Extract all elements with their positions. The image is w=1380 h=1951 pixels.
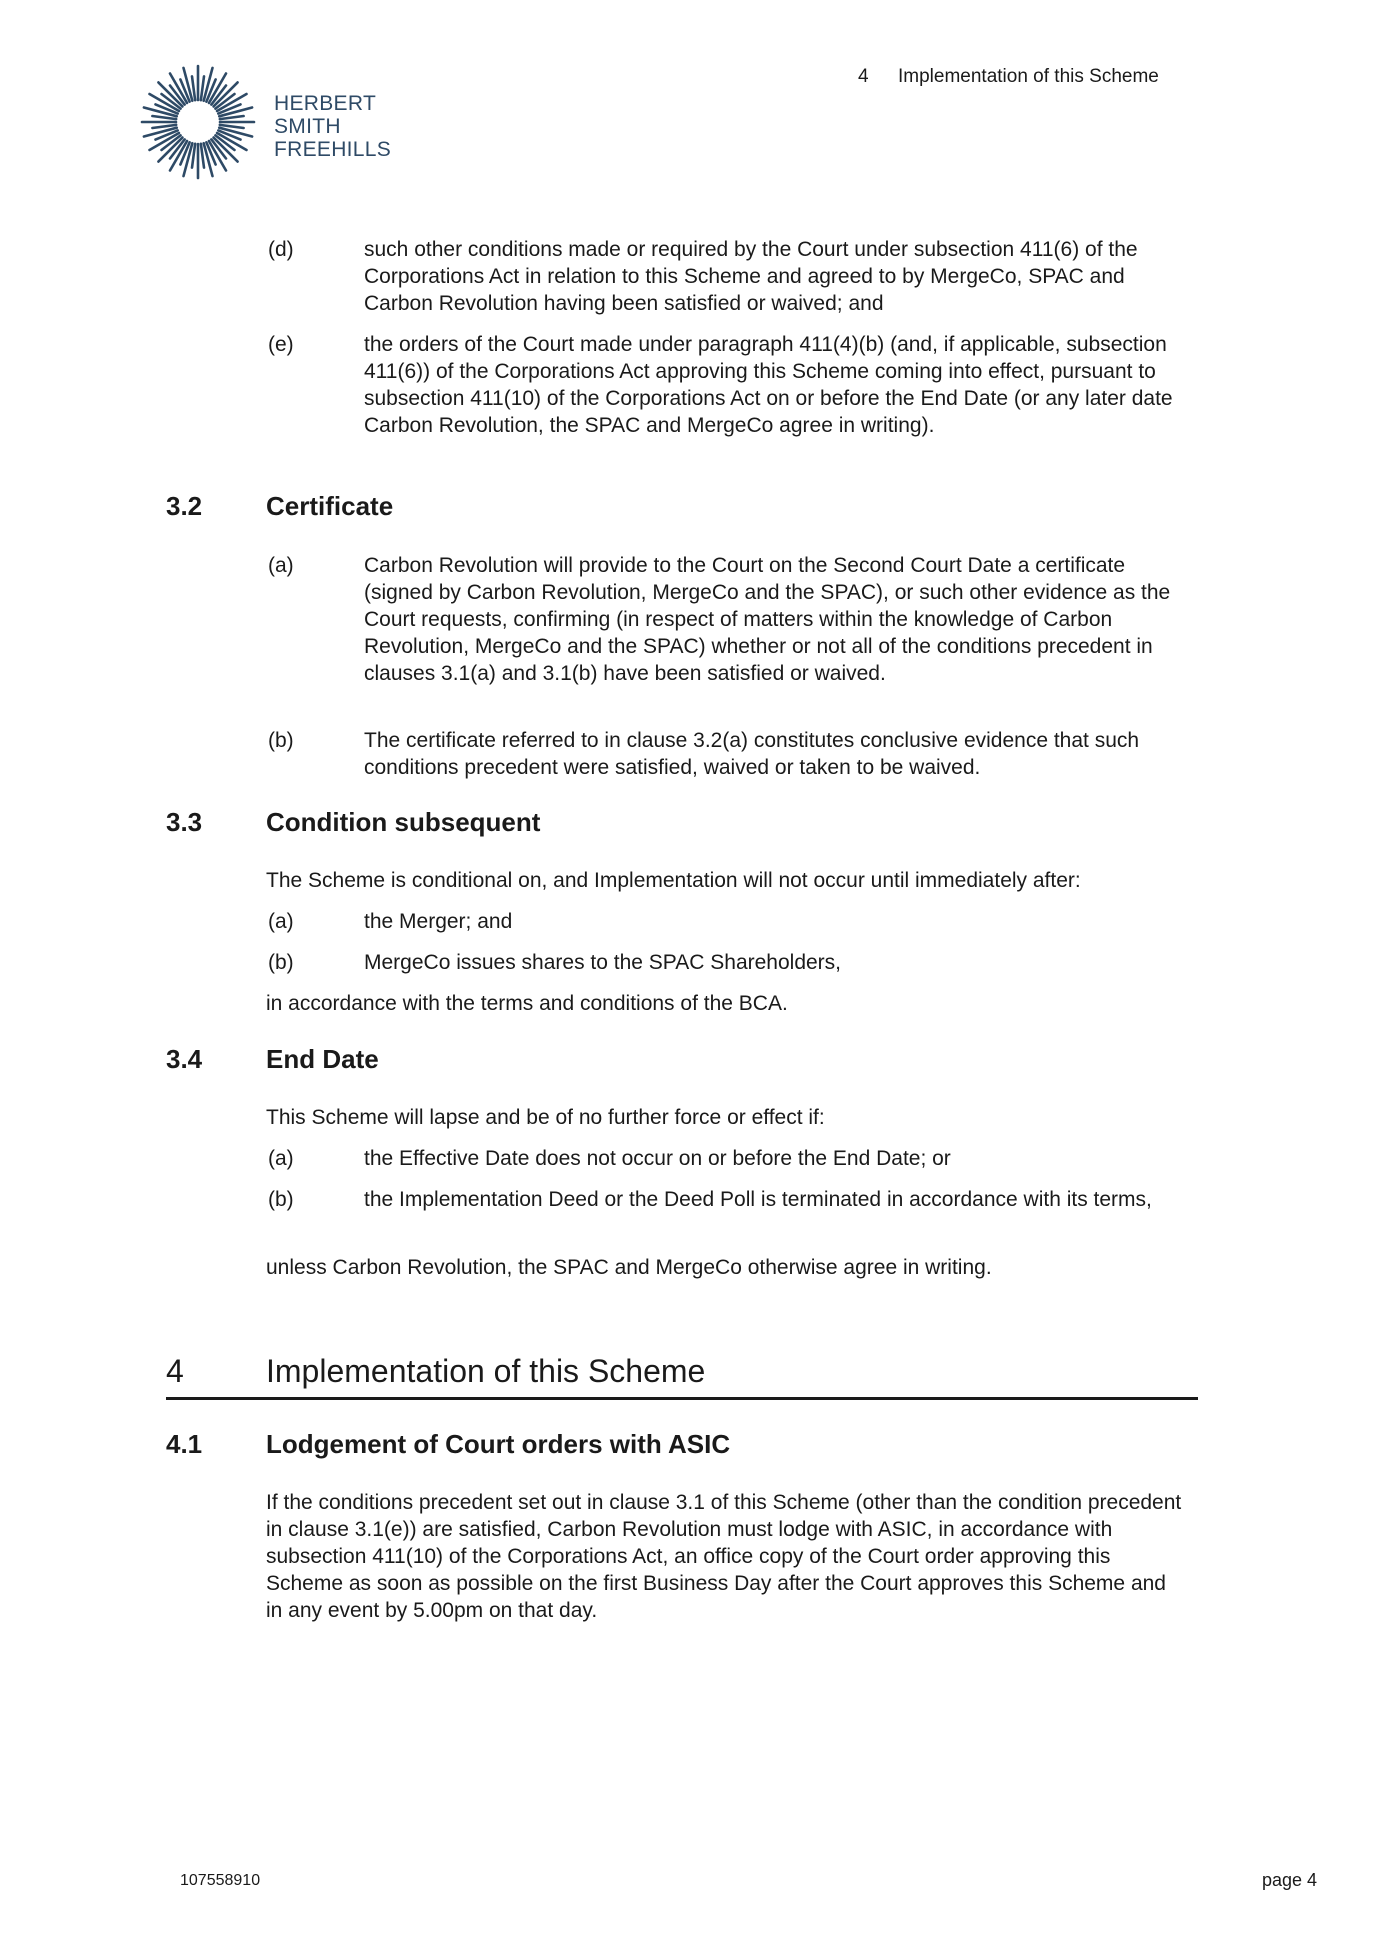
heading-4 — [166, 1347, 1198, 1400]
clause-label: (a) — [268, 910, 294, 933]
clause-text: Carbon Revolution will provide to the Court on the Second Court Date a certificate (signed by Carbon Revolution, MergeCo and the SPAC), or such other evidence as the Court requests, confirming (in respect of matters within the knowledge of Carbon Revolution, MergeCo and the SPAC) whether or not all of the conditions precedent in clauses 3.1(a) and 3.1(b) have been satisfied or waived. — [364, 554, 1171, 685]
clause-label: (b) — [268, 1188, 294, 1211]
logo-line-2: SMITH — [274, 115, 341, 138]
running-header — [858, 66, 1159, 88]
heading-number: 4.1 — [166, 1429, 203, 1459]
clause-text: the Implementation Deed or the Deed Poll is terminated in accordance with its terms, — [364, 1188, 1152, 1211]
clause-text: MergeCo issues shares to the SPAC Shareholders, — [364, 951, 842, 974]
paragraph-3-4-outro: unless Carbon Revolution, the SPAC and MergeCo otherwise agree in writing. — [266, 1256, 992, 1279]
heading-number: 3.2 — [166, 491, 203, 521]
running-header-number: 4 — [858, 66, 869, 87]
clause-text: the orders of the Court made under paragraph 411(4)(b) (and, if applicable, subsection 411(6)) of the Corporations Act approving this Scheme coming into effect, pursuant to subsection 411(10) of the Corporations Act on or before the End Date (or any later date Carbon Revolution, the SPAC and MergeCo agree in writing). — [364, 333, 1173, 437]
page-number: page 4 — [1262, 1870, 1318, 1890]
clause-text: The certificate referred to in clause 3.2(a) constitutes conclusive evidence that such conditions precedent were satisfied, waived or taken to be waived. — [364, 729, 1140, 779]
clause-text: the Merger; and — [364, 910, 513, 933]
clause-label: (a) — [268, 1147, 294, 1170]
heading-number: 3.3 — [166, 807, 203, 837]
heading-title: Condition subsequent — [266, 807, 541, 837]
logo-line-1: HERBERT — [274, 92, 377, 115]
clause-label: (e) — [268, 333, 294, 356]
document-id: 107558910 — [180, 1872, 261, 1889]
clause-label: (b) — [268, 729, 294, 752]
paragraph-3-3-outro: in accordance with the terms and conditions of the BCA. — [266, 992, 788, 1015]
running-header-title: Implementation of this Scheme — [898, 66, 1159, 87]
clause-label: (d) — [268, 238, 294, 261]
paragraph-4-1-body: If the conditions precedent set out in clause 3.1 of this Scheme (other than the condition precedent in clause 3.1(e)) are satisfied, Carbon Revolution must lodge with ASIC, in accordance with subsection 411(10) of the Corporations Act, an office copy of the Court order approving this Scheme as soon as possible on the first Business Day after the Court approves this Scheme and in any event by 5.00pm on that day. — [266, 1491, 1182, 1622]
heading-number: 4 — [166, 1353, 184, 1389]
logo-line-3: FREEHILLS — [274, 138, 392, 161]
heading-title: Lodgement of Court orders with ASIC — [266, 1429, 731, 1459]
paragraph-3-4-intro: This Scheme will lapse and be of no further force or effect if: — [266, 1106, 825, 1129]
heading-title: End Date — [266, 1044, 379, 1074]
clause-text: such other conditions made or required by the Court under subsection 411(6) of the Corporations Act in relation to this Scheme and agreed to by MergeCo, SPAC and Carbon Revolution having been satisfied or waived; and — [364, 238, 1138, 315]
clause-text: the Effective Date does not occur on or before the End Date; or — [364, 1147, 951, 1170]
clause-label: (a) — [268, 554, 294, 577]
heading-title: Implementation of this Scheme — [266, 1353, 706, 1389]
paragraph-3-3-intro: The Scheme is conditional on, and Implementation will not occur until immediately after: — [266, 869, 1081, 892]
heading-number: 3.4 — [166, 1044, 203, 1074]
firm-logo-icon — [138, 62, 258, 182]
clause-label: (b) — [268, 951, 294, 974]
heading-title: Certificate — [266, 491, 394, 521]
firm-logo-text — [274, 92, 391, 161]
